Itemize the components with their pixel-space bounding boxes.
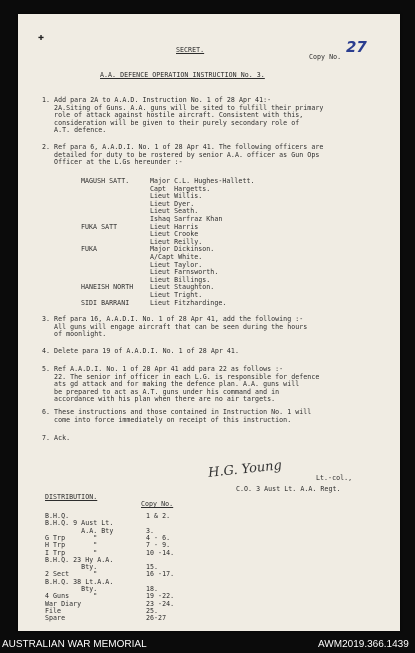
distribution-recipient: B.H.Q.: [45, 512, 70, 520]
paragraph-1-line: role of attack against hostile aircraft. Consistent with this,: [42, 111, 304, 120]
officer-name: A/Capt White.: [150, 253, 203, 261]
officer-location: SIDI BARRANI: [81, 298, 130, 307]
distribution-recipient: B.H.Q. 23 Hy A.A.: [45, 555, 114, 564]
classification: SECRET.: [176, 46, 205, 54]
paragraph-5-line: accordance with his plan when there are no air targets.: [42, 395, 276, 404]
distribution-recipient: 4 Guns ": [45, 592, 98, 601]
paragraph-5-line: 22. The senior inf officer in each L.G. is responsible for defence: [42, 372, 320, 381]
paragraph-2-line: Officer at the L.Gs hereunder :-: [42, 158, 183, 167]
officer-location: MAGUSH SATT.: [81, 177, 130, 185]
distribution-copy-number: 3.: [146, 526, 155, 535]
distribution-recipient: War Diary: [45, 599, 82, 608]
paragraph-3-line: 3. Ref para 16, A.A.D.I. No. 1 of 28 Apr 41, add the following :-: [42, 315, 304, 323]
paragraph-6-line: 6. These instructions and those contained in Instruction No. 1 will: [42, 408, 312, 416]
officer-name: Lieut Billings.: [150, 275, 211, 284]
signature: H.G. Young: [207, 458, 283, 481]
officer-name: Lieut Tright.: [150, 291, 203, 299]
distribution-recipient: G Trp ": [45, 533, 98, 542]
paragraph-6-line: come into force immediately on receipt of this instruction.: [42, 415, 292, 424]
paragraph-2-line: 2. Ref para 6, A.A.D.I. No. 1 of 28 Apr 41. The following officers are: [42, 143, 324, 151]
distribution-recipient: A.A. Bty: [45, 526, 114, 535]
distribution-copy-number: 18.: [146, 585, 159, 593]
officer-name: Lieut Willis.: [150, 192, 203, 201]
officer-location: FUKA: [81, 245, 98, 254]
paragraph-1-line: 2A.Siting of Guns. A.A. guns will be sited to fulfill their primary: [42, 103, 324, 112]
paragraph-1-line: consideration will be given to their purely secondary role of: [42, 118, 300, 127]
distribution-copy-number: 19 -22.: [146, 592, 175, 601]
distribution-recipient: Bty.: [45, 585, 98, 593]
distribution-copy-number: 25.: [146, 606, 159, 615]
footer-accession: AWM2019.366.1439: [318, 639, 409, 650]
paragraph-1-line: 1. Add para 2A to A.A.D. Instruction No. 1 of 28 Apr 41:-: [42, 96, 272, 104]
officer-location: HANEISH NORTH: [81, 283, 134, 292]
officer-name: Major Dickinson.: [150, 245, 215, 254]
distribution-copy-number: 16 -17.: [146, 570, 175, 579]
paragraph-5-line: 5. Ref A.A.D.I. No. 1 of 28 Apr 41 add para 22 as follows :-: [42, 365, 284, 373]
corner-mark: ✚: [38, 32, 45, 43]
paragraph-3-line: All guns will engage aircraft that can be seen during the hours: [42, 322, 308, 331]
distribution-copy-number: 23 -24.: [146, 599, 175, 608]
distribution-recipient: H Trp ": [45, 541, 98, 550]
officer-name: Lieut Fitzhardinge.: [150, 298, 227, 307]
paragraph-2-line: detailed for duty to be rostered by senior A.A. officer as Gun Ops: [42, 150, 320, 159]
officer-name: Lieut Reilly.: [150, 237, 203, 246]
distribution-copy-number: 15.: [146, 563, 159, 572]
officer-name: Ishaq Sarfraz Khan: [150, 215, 223, 223]
distribution-recipient: B.H.Q. 38 Lt.A.A.: [45, 577, 114, 586]
officer-name: Lieut Harris: [150, 222, 199, 231]
paragraph-3-line: of moonlight.: [42, 330, 107, 339]
distribution-copy-number: 26-27: [146, 614, 167, 623]
distribution-heading: DISTRIBUTION.: [45, 493, 98, 501]
signatory-unit: C.O. 3 Aust Lt. A.A. Regt.: [236, 485, 341, 493]
copy-label: Copy No.: [309, 53, 342, 61]
paragraph-5-line: be prepared to act as A.T. guns under his command and in: [42, 387, 280, 396]
distribution-copy-number: 7 - 9.: [146, 541, 171, 550]
paragraph-4-line: 4. Delete para 19 of A.A.D.I. No. 1 of 28 Apr 41.: [42, 347, 239, 355]
distribution-recipient: 2 Sect ": [45, 570, 98, 579]
officer-name: Lieut Farnsworth.: [150, 268, 219, 277]
officer-name: Lieut Dyer.: [150, 199, 195, 208]
paragraph-7: 7. Ack.: [42, 434, 71, 442]
distribution-recipient: File: [45, 606, 62, 615]
distribution-recipient: I Trp ": [45, 548, 98, 557]
archive-footer: [0, 635, 415, 653]
distribution-copy-number: 10 -14.: [146, 548, 175, 557]
distribution-recipient: Spare: [45, 614, 66, 623]
document-title: A.A. DEFENCE OPERATION INSTRUCTION No. 3.: [100, 71, 265, 79]
officer-name: Lieut Taylor.: [150, 260, 203, 269]
signatory-rank: Lt.-col.,: [316, 474, 353, 482]
footer-source: AUSTRALIAN WAR MEMORIAL: [2, 639, 147, 650]
document-page: [18, 14, 400, 631]
distribution-recipient: Bty.: [45, 563, 98, 572]
distribution-copy-number: 4 - 6.: [146, 533, 171, 542]
officer-name: Lieut Staughton.: [150, 283, 215, 292]
officer-name: Lieut Crooke: [150, 230, 199, 239]
paragraph-1-line: A.T. defence.: [42, 126, 107, 135]
distribution-copy-number: 1 & 2.: [146, 512, 171, 520]
officer-location: FUKA SATT: [81, 222, 118, 231]
copy-number-handwritten: 27: [346, 38, 367, 56]
officer-name: Major C.L. Hughes-Hallett.: [150, 177, 255, 185]
distribution-recipient: B.H.Q. 9 Aust Lt.: [45, 519, 114, 528]
distribution-copy-heading: Copy No.: [141, 500, 174, 508]
officer-name: Lieut Seath.: [150, 207, 199, 216]
officer-name: Capt Hargetts.: [150, 184, 211, 193]
paragraph-5-line: ats gd attack and for making the defence plan. A.A. guns will: [42, 380, 300, 389]
